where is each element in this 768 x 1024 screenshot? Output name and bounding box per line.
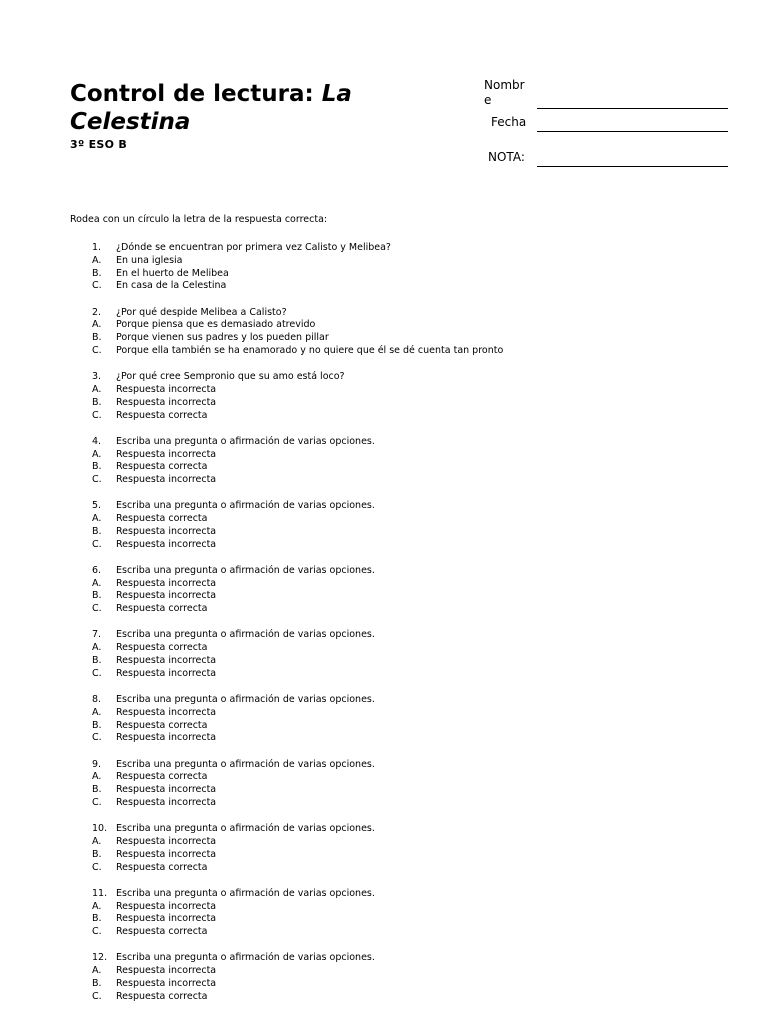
option-text: Respuesta incorrecta — [116, 732, 217, 744]
answer-option[interactable] — [92, 384, 752, 397]
question-text: ¿Dónde se encuentran por primera vez Calisto y Melibea? — [116, 242, 391, 253]
answer-option[interactable] — [92, 319, 752, 332]
answer-option[interactable] — [92, 474, 752, 487]
question-text-row — [92, 371, 752, 384]
option-letter: B. — [92, 913, 102, 925]
option-letter: A. — [92, 577, 102, 589]
question-number: 4. — [92, 435, 102, 447]
title-block — [70, 80, 400, 151]
question-text: Escriba una pregunta o afirmación de varias opciones. — [116, 500, 375, 512]
question-text: Escriba una pregunta o afirmación de varias opciones. — [116, 694, 375, 706]
question-9 — [92, 759, 752, 810]
question-text-row — [92, 436, 752, 449]
answer-option[interactable] — [92, 978, 752, 991]
option-letter: C. — [92, 538, 102, 550]
question-number: 1. — [92, 242, 102, 253]
question-text-row — [92, 694, 752, 707]
option-text: Respuesta correcta — [116, 461, 208, 473]
answer-option[interactable] — [92, 397, 752, 410]
answer-option[interactable] — [92, 332, 752, 345]
option-letter: B. — [92, 655, 102, 667]
option-letter: C. — [92, 797, 102, 809]
option-letter: A. — [92, 642, 102, 654]
question-7 — [92, 629, 752, 680]
option-letter: A. — [92, 513, 102, 525]
answer-option[interactable] — [92, 603, 752, 616]
option-letter: A. — [92, 706, 102, 718]
option-letter: C. — [92, 344, 102, 356]
question-text: Escriba una pregunta o afirmación de varias opciones. — [116, 435, 375, 447]
option-letter: B. — [92, 267, 102, 279]
option-text: Respuesta correcta — [116, 409, 208, 421]
answer-option[interactable] — [92, 849, 752, 862]
question-8 — [92, 694, 752, 745]
option-text: Respuesta correcta — [116, 861, 208, 873]
option-letter: C. — [92, 861, 102, 873]
question-text-row — [92, 565, 752, 578]
name-label-line2: e — [484, 93, 492, 107]
answer-option[interactable] — [92, 280, 752, 293]
question-number: 9. — [92, 758, 102, 770]
answer-option[interactable] — [92, 707, 752, 720]
option-letter: B. — [92, 396, 102, 408]
option-letter: C. — [92, 990, 102, 1002]
question-number: 7. — [92, 629, 102, 641]
answer-option[interactable] — [92, 797, 752, 810]
class-label: 3º ESO B — [70, 138, 128, 151]
date-input-line[interactable] — [537, 119, 728, 132]
answer-option[interactable] — [92, 461, 752, 474]
answer-option[interactable] — [92, 526, 752, 539]
option-letter: C. — [92, 732, 102, 744]
question-12 — [92, 952, 752, 1003]
option-text: Respuesta incorrecta — [116, 667, 217, 679]
option-text: Porque ella también se ha enamorado y no quiere que él se dé cuenta tan pronto — [116, 344, 504, 356]
option-letter: B. — [92, 848, 102, 860]
answer-option[interactable] — [92, 513, 752, 526]
question-4 — [92, 436, 752, 487]
question-text: ¿Por qué cree Sempronio que su amo está loco? — [116, 371, 345, 383]
question-text: Escriba una pregunta o afirmación de varias opciones. — [116, 758, 375, 770]
question-text: Escriba una pregunta o afirmación de varias opciones. — [116, 629, 375, 641]
option-letter: A. — [92, 254, 102, 266]
answer-option[interactable] — [92, 642, 752, 655]
answer-option[interactable] — [92, 578, 752, 591]
option-letter: A. — [92, 319, 102, 331]
answer-option[interactable] — [92, 901, 752, 914]
option-letter: B. — [92, 590, 102, 602]
answer-option[interactable] — [92, 836, 752, 849]
question-text-row — [92, 759, 752, 772]
question-number: 12. — [92, 952, 108, 964]
option-text: Respuesta correcta — [116, 642, 208, 654]
answer-option[interactable] — [92, 720, 752, 733]
question-3 — [92, 371, 752, 422]
answer-option[interactable] — [92, 926, 752, 939]
title-prefix: Control de lectura: — [70, 81, 322, 107]
answer-option[interactable] — [92, 449, 752, 462]
option-text: Porque vienen sus padres y los pueden pillar — [116, 332, 329, 344]
option-letter: B. — [92, 332, 102, 344]
option-text: Respuesta incorrecta — [116, 655, 217, 667]
option-letter: A. — [92, 965, 102, 977]
question-number: 11. — [92, 887, 108, 899]
question-number: 2. — [92, 306, 102, 318]
answer-option[interactable] — [92, 590, 752, 603]
option-letter: A. — [92, 836, 102, 847]
option-text: Respuesta correcta — [116, 513, 208, 525]
date-label: Fecha — [491, 115, 527, 129]
question-number: 3. — [92, 371, 102, 383]
option-text: Respuesta incorrecta — [116, 965, 217, 977]
option-letter: B. — [92, 784, 102, 796]
question-list — [92, 242, 752, 1017]
option-text: Respuesta incorrecta — [116, 448, 217, 460]
question-1 — [92, 242, 752, 293]
option-text: Respuesta incorrecta — [116, 977, 217, 989]
option-text: Porque piensa que es demasiado atrevido — [116, 319, 316, 331]
answer-option[interactable] — [92, 655, 752, 668]
question-2 — [92, 307, 752, 358]
answer-option[interactable] — [92, 784, 752, 797]
question-5 — [92, 500, 752, 551]
question-number: 6. — [92, 564, 102, 576]
answer-option[interactable] — [92, 345, 752, 358]
option-letter: B. — [92, 525, 102, 537]
option-letter: C. — [92, 280, 102, 292]
option-letter: B. — [92, 719, 102, 731]
option-text: En casa de la Celestina — [116, 280, 227, 292]
option-letter: B. — [92, 977, 102, 989]
option-letter: C. — [92, 474, 102, 486]
option-text: Respuesta incorrecta — [116, 900, 217, 912]
option-text: Respuesta incorrecta — [116, 913, 217, 925]
option-letter: A. — [92, 900, 102, 912]
option-text: Respuesta incorrecta — [116, 577, 217, 589]
option-letter: A. — [92, 771, 102, 783]
option-text: Respuesta incorrecta — [116, 848, 217, 860]
option-text: En una iglesia — [116, 254, 183, 266]
question-number: 10. — [92, 823, 108, 835]
question-11 — [92, 888, 752, 939]
option-text: Respuesta incorrecta — [116, 538, 217, 550]
option-text: Respuesta incorrecta — [116, 474, 217, 486]
option-letter: C. — [92, 926, 102, 938]
answer-option[interactable] — [92, 732, 752, 745]
answer-option[interactable] — [92, 268, 752, 281]
answer-option[interactable] — [92, 991, 752, 1004]
option-letter: C. — [92, 667, 102, 679]
answer-option[interactable] — [92, 965, 752, 978]
option-text: En el huerto de Melibea — [116, 267, 229, 279]
option-letter: C. — [92, 603, 102, 615]
answer-option[interactable] — [92, 255, 752, 268]
question-text: Escriba una pregunta o afirmación de varias opciones. — [116, 823, 375, 835]
option-text: Respuesta incorrecta — [116, 396, 217, 408]
option-text: Respuesta correcta — [116, 926, 208, 938]
instructions: Rodea con un círculo la letra de la respuesta correcta: — [70, 214, 328, 225]
question-text: Escriba una pregunta o afirmación de varias opciones. — [116, 564, 375, 576]
option-text: Respuesta incorrecta — [116, 836, 217, 847]
question-number: 8. — [92, 694, 102, 706]
grade-label: NOTA: — [488, 150, 525, 164]
option-text: Respuesta incorrecta — [116, 383, 217, 395]
question-text-row — [92, 952, 752, 965]
question-text-row — [92, 888, 752, 901]
grade-input-line[interactable] — [537, 154, 728, 167]
question-text: Escriba una pregunta o afirmación de varias opciones. — [116, 887, 375, 899]
answer-option[interactable] — [92, 771, 752, 784]
option-text: Respuesta correcta — [116, 603, 208, 615]
answer-option[interactable] — [92, 410, 752, 423]
option-text: Respuesta incorrecta — [116, 706, 217, 718]
title-book: La Celestina — [70, 81, 352, 135]
question-text-row — [92, 823, 752, 836]
question-text: ¿Por qué despide Melibea a Calisto? — [116, 306, 287, 318]
question-text-row — [92, 307, 752, 320]
question-6 — [92, 565, 752, 616]
option-text: Respuesta incorrecta — [116, 784, 217, 796]
question-text: Escriba una pregunta o afirmación de varias opciones. — [116, 952, 375, 964]
option-text: Respuesta correcta — [116, 771, 208, 783]
option-text: Respuesta correcta — [116, 719, 208, 731]
answer-option[interactable] — [92, 862, 752, 875]
question-text-row — [92, 500, 752, 513]
option-letter: B. — [92, 461, 102, 473]
option-text: Respuesta incorrecta — [116, 590, 217, 602]
answer-option[interactable] — [92, 668, 752, 681]
name-input-line[interactable] — [537, 96, 728, 109]
question-10 — [92, 823, 752, 874]
question-text-row — [92, 242, 752, 255]
page-title — [70, 80, 400, 136]
option-text: Respuesta incorrecta — [116, 525, 217, 537]
option-letter: C. — [92, 409, 102, 421]
option-letter: A. — [92, 383, 102, 395]
question-number: 5. — [92, 500, 102, 512]
option-text: Respuesta correcta — [116, 990, 208, 1002]
question-text-row — [92, 629, 752, 642]
option-text: Respuesta incorrecta — [116, 797, 217, 809]
answer-option[interactable] — [92, 913, 752, 926]
answer-option[interactable] — [92, 539, 752, 552]
name-label-line1: Nombr — [484, 78, 525, 92]
option-letter: A. — [92, 448, 102, 460]
